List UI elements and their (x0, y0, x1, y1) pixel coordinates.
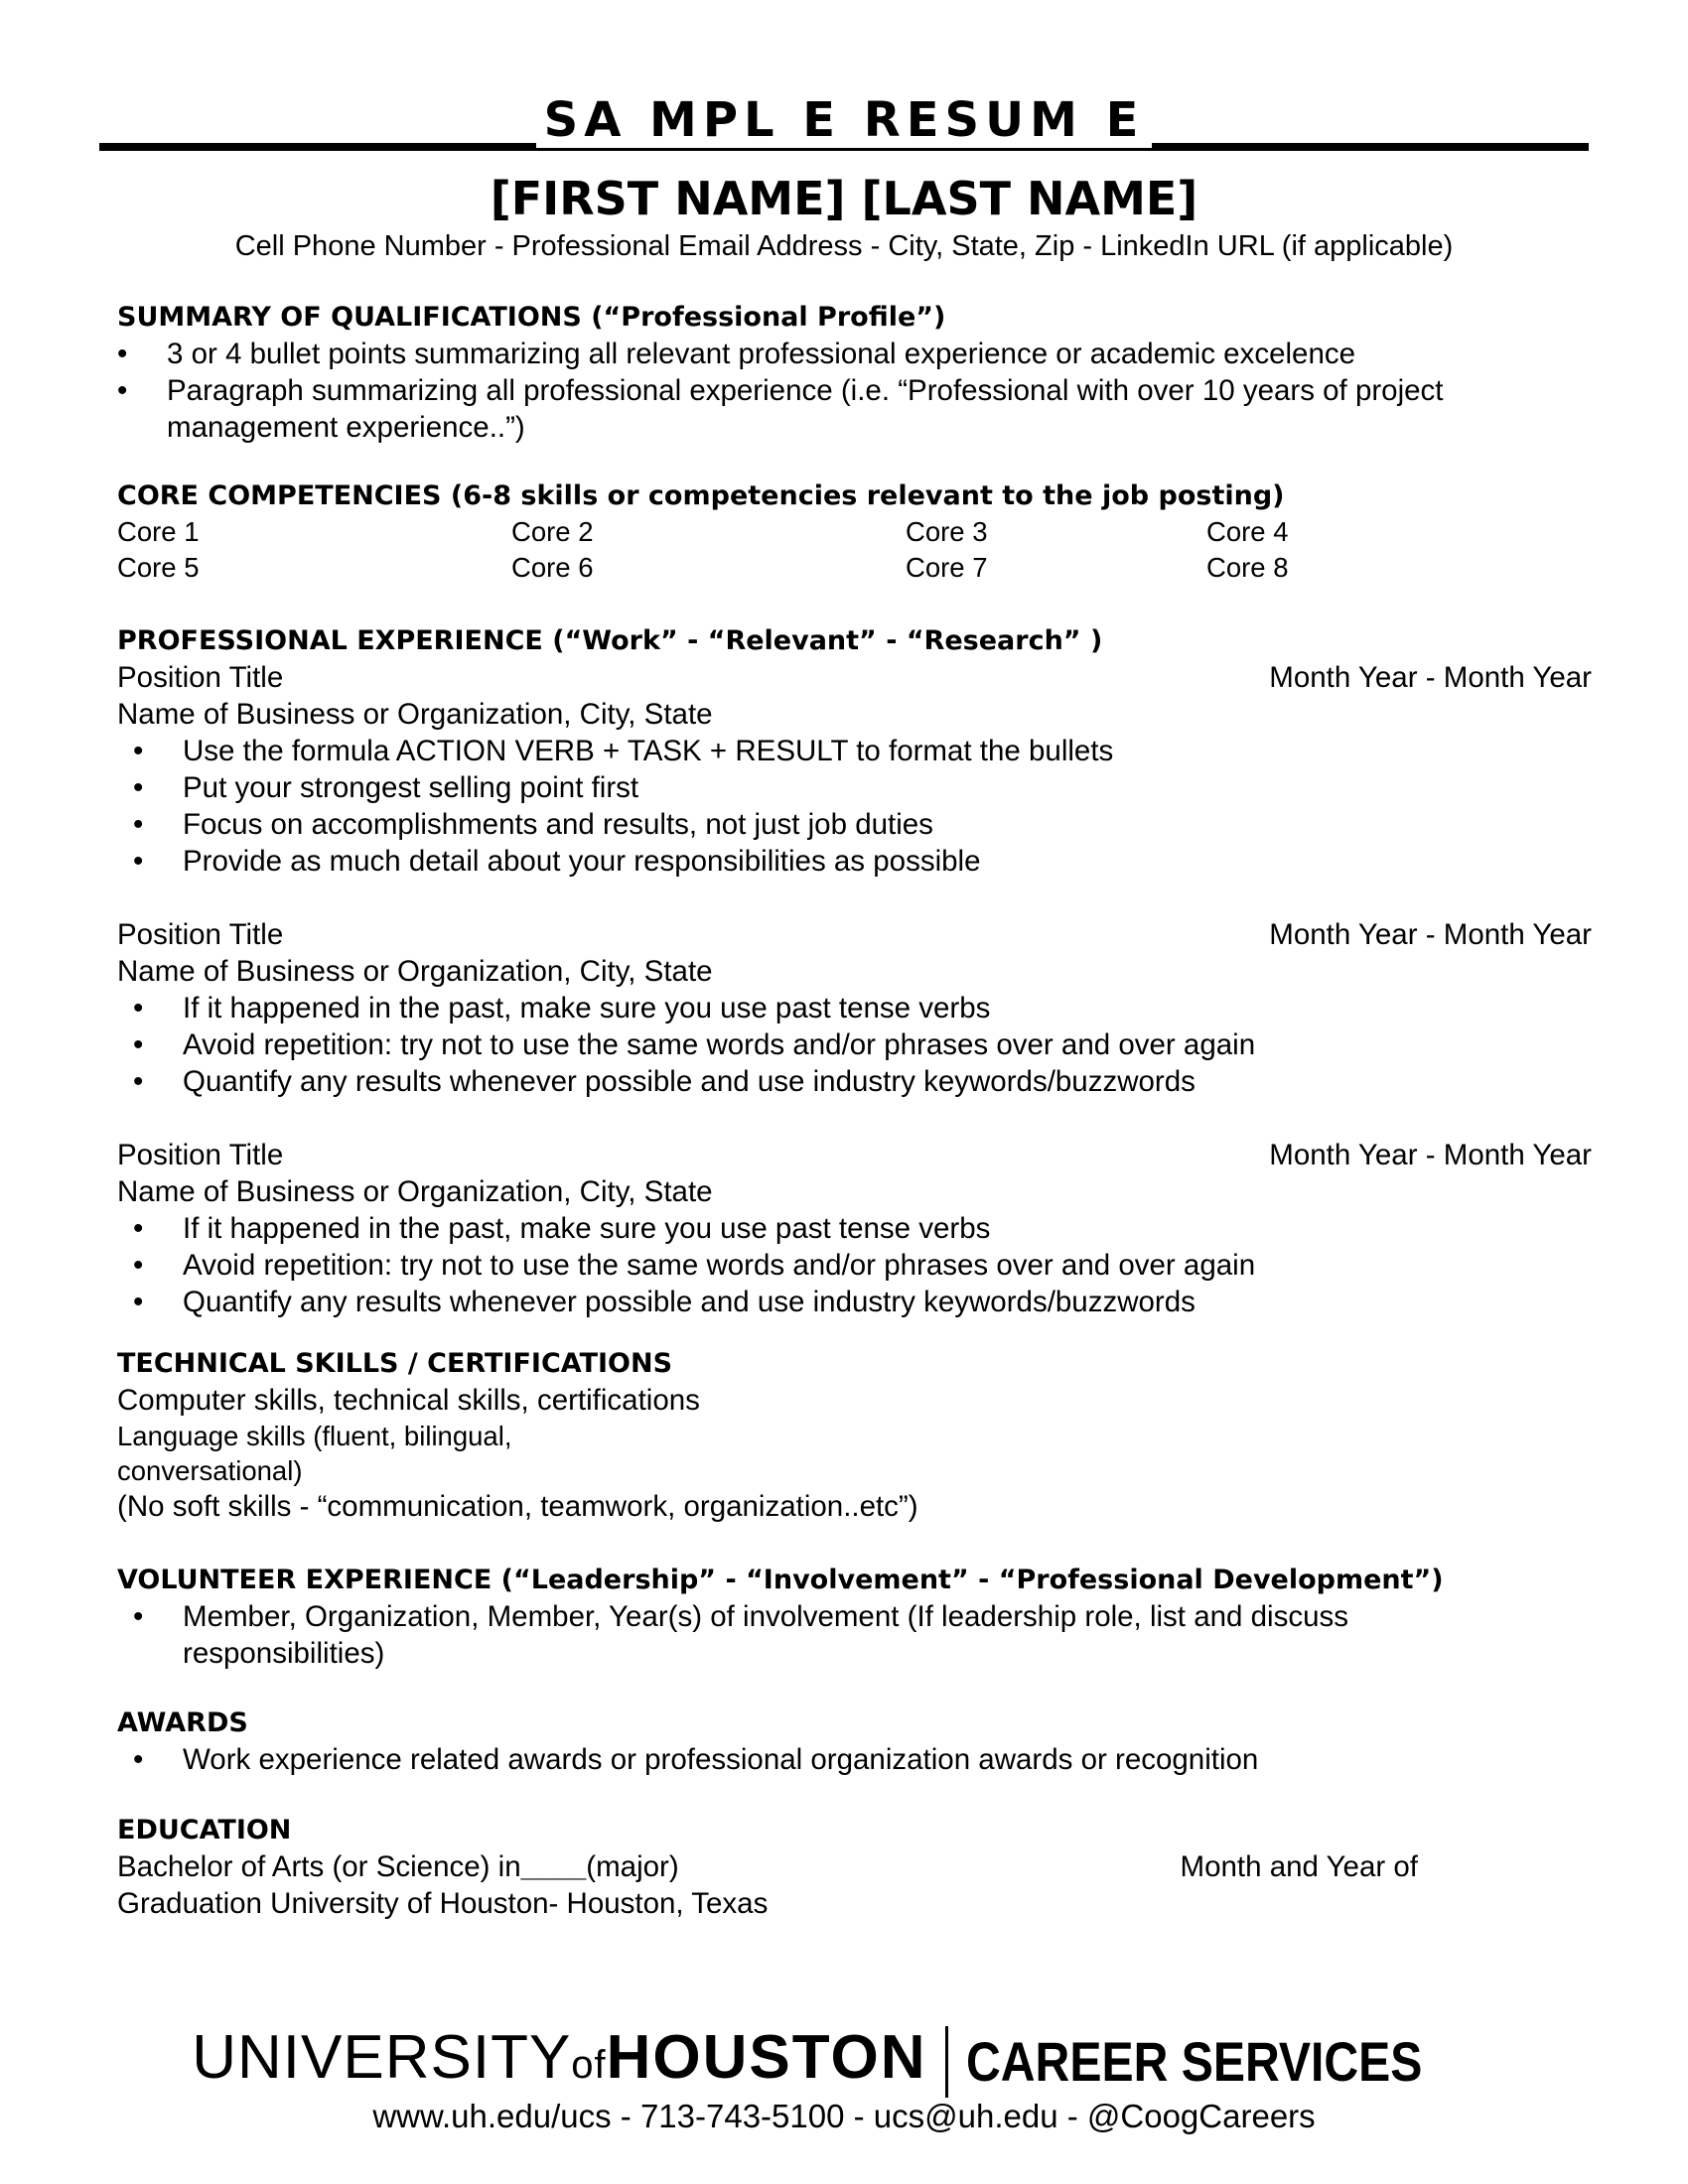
volunteer-heading: VOLUNTEER EXPERIENCE (“Leadership” - “Involvement” - “Professional Development”) (117, 1565, 1444, 1595)
education-section (117, 1813, 1418, 1922)
summary-bullet: • 3 or 4 bullet points summarizing all relevant professional experience or academic excelence (117, 338, 1356, 370)
core-heading: CORE COMPETENCIES (6-8 skills or competencies relevant to the job posting) (117, 480, 1285, 511)
logo-divider (945, 2026, 948, 2098)
degree-suffix: (major) (586, 1850, 679, 1883)
core-item: Core 4 (1206, 516, 1289, 547)
job-bullet: • Focus on accomplishments and results, not just job duties (133, 808, 933, 841)
graduation-date: Month and Year of (1180, 1850, 1418, 1883)
logo-career-services: CAREER SERVICES (965, 2029, 1422, 2093)
job-bullet: • If it happened in the past, make sure you use past tense verbs (133, 992, 991, 1024)
job-title-row (117, 659, 1592, 696)
job-title: Position Title (117, 918, 284, 951)
summary-heading: SUMMARY OF QUALIFICATIONS (“Professional Profile”) (117, 302, 946, 333)
job-bullet: • Quantify any results whenever possible and use industry keywords/buzzwords (133, 1286, 1196, 1318)
core-item: Core 8 (1206, 552, 1289, 583)
job-bullet: • Use the formula ACTION VERB + TASK + RESULT to format the bullets (133, 735, 1114, 767)
core-item: Core 1 (117, 516, 200, 547)
technical-heading: TECHNICAL SKILLS / CERTIFICATIONS (117, 1348, 673, 1379)
technical-line: Language skills (fluent, bilingual, (117, 1421, 512, 1451)
candidate-name: [FIRST NAME] [LAST NAME] (490, 172, 1198, 225)
experience-section (117, 623, 1592, 1320)
technical-section (117, 1346, 1607, 1525)
job-title: Position Title (117, 1139, 284, 1171)
awards-heading: AWARDS (117, 1707, 248, 1738)
core-item: Core 7 (906, 552, 988, 583)
technical-line: Computer skills, technical skills, certifications (117, 1384, 700, 1417)
job-title: Position Title (117, 661, 284, 694)
job-bullet: • Provide as much detail about your responsibilities as possible (133, 845, 981, 878)
job-org: Name of Business or Organization, City, State (117, 1175, 713, 1208)
award-bullet: • Work experience related awards or professional organization awards or recognition (133, 1743, 1259, 1776)
experience-heading: PROFESSIONAL EXPERIENCE (“Work” - “Relevant” - “Research” ) (117, 625, 1103, 656)
summary-bullet: • Paragraph summarizing all professional experience (i.e. “Professional with over 10 years of project management experience..”) (117, 374, 1444, 444)
job-dates: Month Year - Month Year (1269, 1139, 1592, 1171)
core-grid (117, 514, 1607, 586)
job-dates: Month Year - Month Year (1269, 918, 1592, 951)
job-org: Name of Business or Organization, City, State (117, 698, 713, 731)
job-bullet: • Quantify any results whenever possible and use industry keywords/buzzwords (133, 1065, 1196, 1098)
logo-university: UNIVERSITYofHOUSTON (192, 2023, 927, 2092)
education-degree-row (117, 1848, 1418, 1885)
title-banner (99, 92, 1589, 151)
job-bullet: • Avoid repetition: try not to use the same words and/or phrases over and over again (133, 1028, 1256, 1061)
job-bullet: • Put your strongest selling point first (133, 771, 639, 804)
technical-line: conversational) (117, 1455, 303, 1486)
job-dates: Month Year - Month Year (1269, 661, 1592, 694)
job-org: Name of Business or Organization, City, State (117, 955, 713, 988)
degree-blank: ____ (520, 1850, 587, 1883)
job-title-row (117, 1137, 1592, 1173)
uh-career-services-logo (0, 2025, 1688, 2095)
summary-section (117, 300, 1607, 446)
job-bullet: • If it happened in the past, make sure you use past tense verbs (133, 1212, 991, 1245)
education-line: Graduation University of Houston- Houston, Texas (117, 1887, 769, 1920)
core-item: Core 2 (511, 516, 594, 547)
banner-title: SA MPL E RESUM E (536, 92, 1153, 148)
volunteer-bullet: • Member, Organization, Member, Year(s) of involvement (If leadership role, list and discuss responsibilities) (133, 1600, 1348, 1670)
contact-line: Cell Phone Number - Professional Email Address - City, State, Zip - LinkedIn URL (if applicable) (234, 230, 1454, 262)
job-title-row (117, 916, 1592, 953)
core-item: Core 5 (117, 552, 200, 583)
education-heading: EDUCATION (117, 1815, 292, 1845)
job-bullet: • Avoid repetition: try not to use the same words and/or phrases over and over again (133, 1249, 1256, 1282)
banner-title-wrap (99, 92, 1589, 148)
core-section (117, 478, 1607, 586)
core-item: Core 3 (906, 516, 988, 547)
technical-line: (No soft skills - “communication, teamwork, organization..etc”) (117, 1490, 918, 1523)
awards-section (117, 1706, 1607, 1778)
degree-prefix: Bachelor of Arts (or Science) in (117, 1850, 521, 1883)
core-item: Core 6 (511, 552, 594, 583)
volunteer-section (117, 1563, 1607, 1672)
footer-contact: www.uh.edu/ucs - 713-743-5100 - ucs@uh.edu - @CoogCareers (372, 2098, 1316, 2134)
